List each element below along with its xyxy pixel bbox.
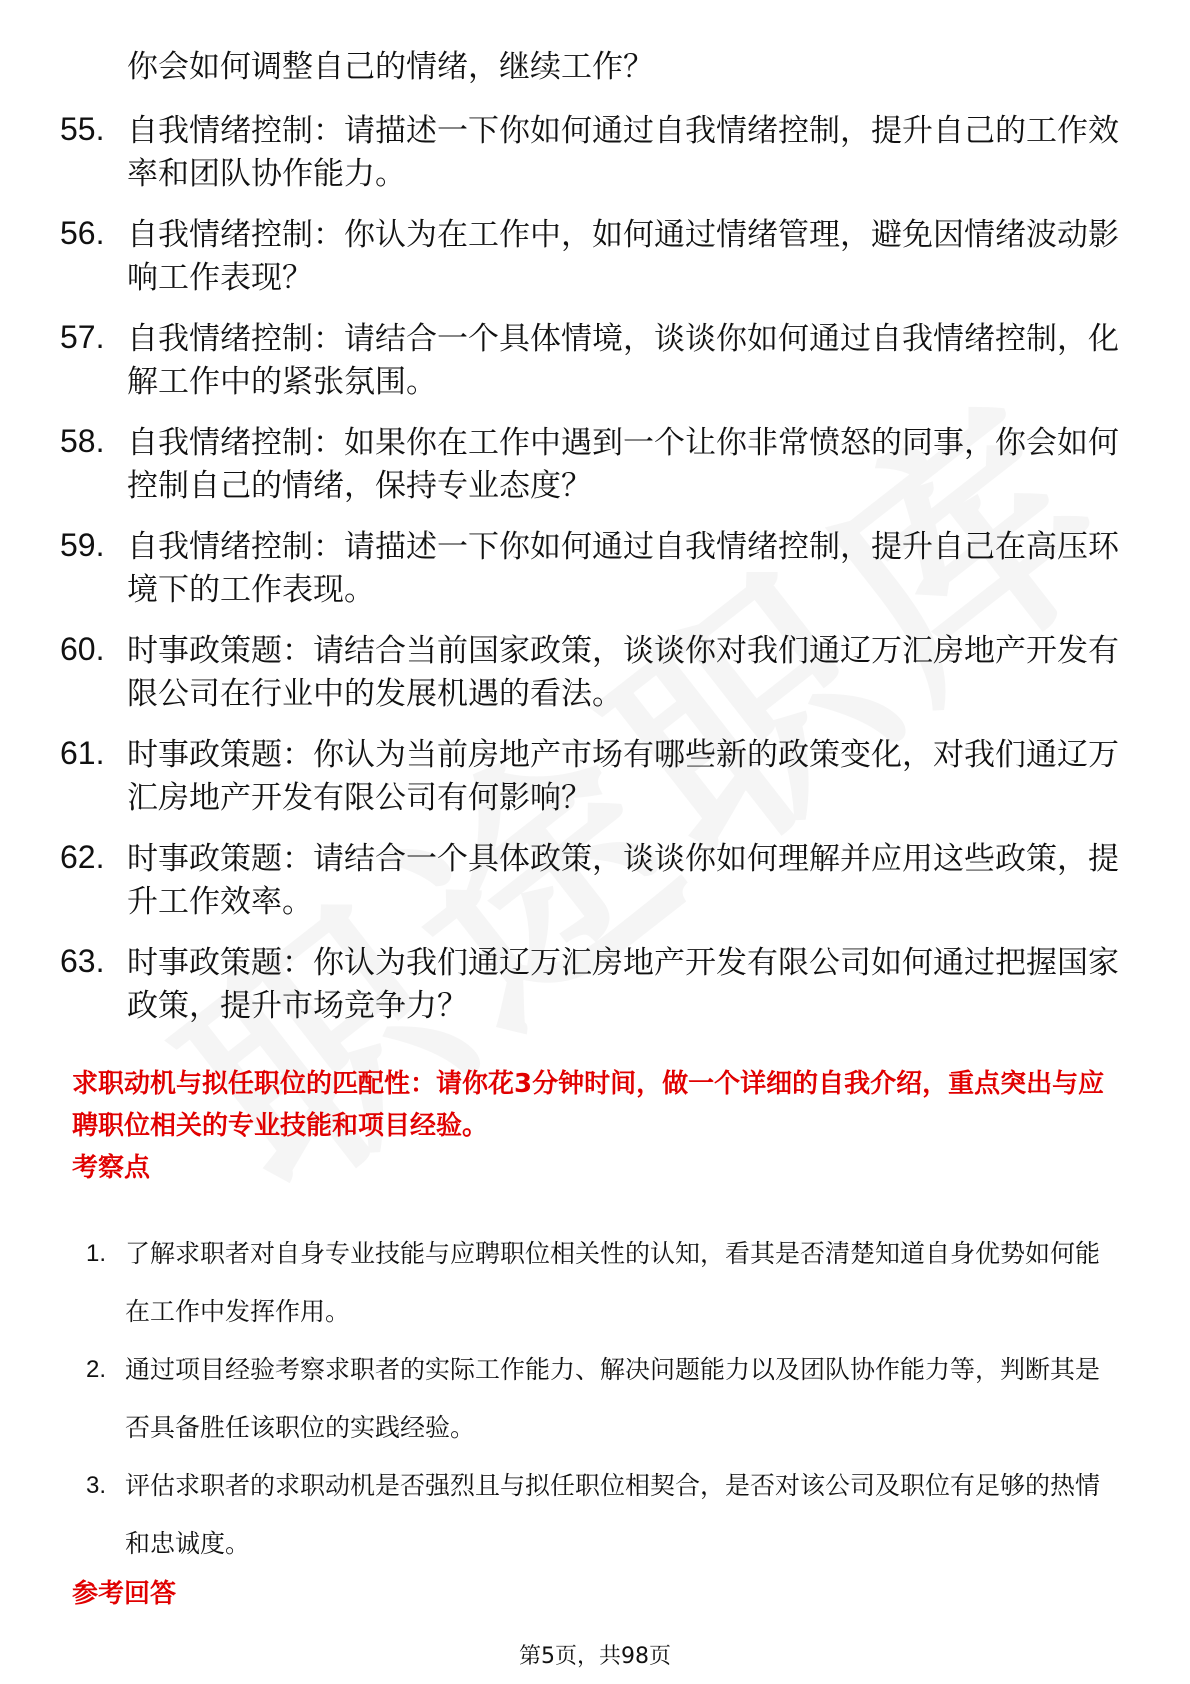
question-number: 62. [60,839,105,875]
list-item [0,630,1190,734]
list-item [0,838,1190,942]
point-text: 了解求职者对自身专业技能与应聘职位相关性的认知，看其是否清楚知道自身优势如何能在工作中发挥作用。 [125,1239,1101,1326]
point-text: 评估求职者的求职动机是否强烈且与拟任职位相契合，是否对该公司及职位有足够的热情和忠诚度。 [125,1471,1101,1558]
question-number: 58. [60,423,105,459]
list-item [0,422,1190,526]
question-text: 自我情绪控制：如果你在工作中遇到一个让你非常愤怒的同事，你会如何控制自己的情绪，保持专业态度？ [127,425,1119,504]
highlight-question: 求职动机与拟任职位的匹配性：请你花3分钟时间，做一个详细的自我介绍，重点突出与应聘职位相关的专业技能和项目经验。 [72,1069,1105,1141]
page-footer: 第5页，共98页 [519,1644,671,1669]
list-item [0,214,1190,318]
continuation-line: 你会如何调整自己的情绪，继续工作？ [127,49,654,85]
question-text: 自我情绪控制：你认为在工作中，如何通过情绪管理，避免因情绪波动影响工作表现？ [127,217,1119,296]
list-item [0,1457,1190,1573]
question-text: 自我情绪控制：请描述一下你如何通过自我情绪控制，提升自己的工作效率和团队协作能力。 [127,113,1119,192]
question-text: 时事政策题：请结合当前国家政策，谈谈你对我们通辽万汇房地产开发有限公司在行业中的发展机遇的看法。 [127,633,1119,712]
question-text: 自我情绪控制：请描述一下你如何通过自我情绪控制，提升自己在高压环境下的工作表现。 [127,529,1119,608]
question-text: 时事政策题：请结合一个具体政策，谈谈你如何理解并应用这些政策，提升工作效率。 [127,841,1119,920]
list-item [0,110,1190,214]
list-item [0,1225,1190,1341]
point-number: 3. [86,1472,107,1499]
assessment-label: 考察点 [72,1153,151,1183]
point-text: 通过项目经验考察求职者的实际工作能力、解决问题能力以及团队协作能力等，判断其是否具备胜任该职位的实践经验。 [125,1355,1101,1442]
question-number: 59. [60,527,105,563]
list-item [0,942,1190,1046]
list-item [0,526,1190,630]
question-list [0,110,1190,1046]
question-number: 55. [60,111,105,147]
point-number: 2. [86,1356,107,1383]
list-item [0,1341,1190,1457]
point-number: 1. [86,1240,107,1267]
reference-label: 参考回答 [72,1579,177,1609]
list-item [0,734,1190,838]
question-number: 56. [60,215,105,251]
assessment-points [0,1225,1190,1573]
question-text: 时事政策题：你认为我们通辽万汇房地产开发有限公司如何通过把握国家政策，提升市场竞争力？ [127,945,1119,1024]
question-text: 自我情绪控制：请结合一个具体情境，谈谈你如何通过自我情绪控制，化解工作中的紧张氛围。 [127,321,1119,400]
question-text: 时事政策题：你认为当前房地产市场有哪些新的政策变化，对我们通辽万汇房地产开发有限公司有何影响？ [127,737,1119,816]
question-number: 63. [60,943,105,979]
question-number: 61. [60,735,105,771]
question-number: 57. [60,319,105,355]
list-item [0,318,1190,422]
question-number: 60. [60,631,105,667]
